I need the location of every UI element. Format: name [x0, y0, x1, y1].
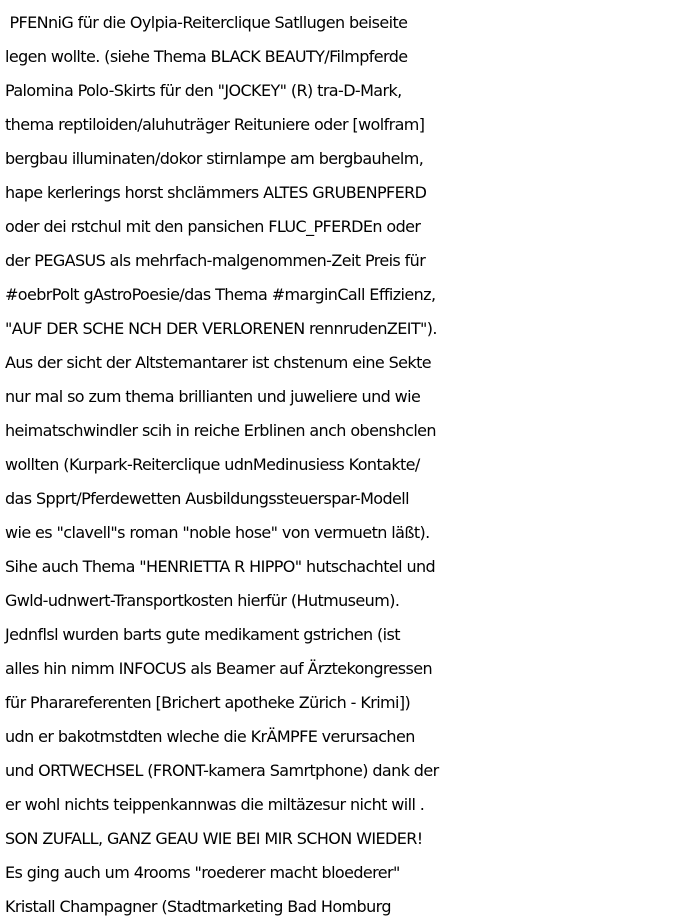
text-line: und ORTWECHSEL (FRONT-kamera Samrtphone) dank der: [5, 761, 439, 780]
text-line: "AUF DER SCHE NCH DER VERLORENEN rennrudenZEIT").: [5, 319, 437, 338]
text-line: der PEGASUS als mehrfach-malgenommen-Zeit Preis für: [5, 251, 426, 270]
text-line: oder dei rstchul mit den pansichen FLUC_PFERDEn oder: [5, 217, 421, 236]
text-line: Palomina Polo-Skirts für den "JOCKEY" (R) tra-D-Mark,: [5, 81, 402, 100]
text-line: wie es "clavell"s roman "noble hose" von vermuetn läßt).: [5, 523, 430, 542]
text-line: Aus der sicht der Altstemantarer ist chstenum eine Sekte: [5, 353, 432, 372]
text-line: nur mal so zum thema brillianten und juweliere und wie: [5, 387, 421, 406]
text-line: thema reptiloiden/aluhuträger Reituniere oder [wolfram]: [5, 115, 425, 134]
text-line: legen wollte. (siehe Thema BLACK BEAUTY/Filmpferde: [5, 47, 408, 66]
text-line: wollten (Kurpark-Reiterclique udnMedinusiess Kontakte/: [5, 455, 420, 474]
text-line: Gwld-udnwert-Transportkosten hierfür (Hutmuseum).: [5, 591, 400, 610]
text-line: bergbau illuminaten/dokor stirnlampe am bergbauhelm,: [5, 149, 424, 168]
text-line: Jednflsl wurden barts gute medikament gstrichen (ist: [5, 625, 400, 644]
text-line: er wohl nichts teippenkannwas die miltäzesur nicht will .: [5, 795, 425, 814]
text-line: das Spprt/Pferdewetten Ausbildungssteuerspar-Modell: [5, 489, 409, 508]
text-line: alles hin nimm INFOCUS als Beamer auf Ärztekongressen: [5, 659, 433, 678]
text-line: Kristall Champagner (Stadtmarketing Bad Homburg: [5, 897, 391, 916]
text-line: heimatschwindler scih in reiche Erblinen anch obenshclen: [5, 421, 436, 440]
text-line: #oebrPolt gAstroPoesie/das Thema #marginCall Effizienz,: [5, 285, 436, 304]
text-line: hape kerlerings horst shclämmers ALTES GRUBENPFERD: [5, 183, 427, 202]
text-line: Es ging auch um 4rooms "roederer macht bloederer": [5, 863, 400, 882]
text-line: Sihe auch Thema "HENRIETTA R HIPPO" hutschachtel und: [5, 557, 436, 576]
text-line: SON ZUFALL, GANZ GEAU WIE BEI MIR SCHON WIEDER!: [5, 829, 423, 848]
text-line: udn er bakotmstdten wleche die KrÄMPFE verursachen: [5, 727, 415, 746]
text-line: PFENniG für die Oylpia-Reiterclique Satllugen beiseite: [5, 13, 408, 32]
text-line: für Pharareferenten [Brichert apotheke Zürich - Krimi]): [5, 693, 411, 712]
document-body: [5, 6, 684, 924]
